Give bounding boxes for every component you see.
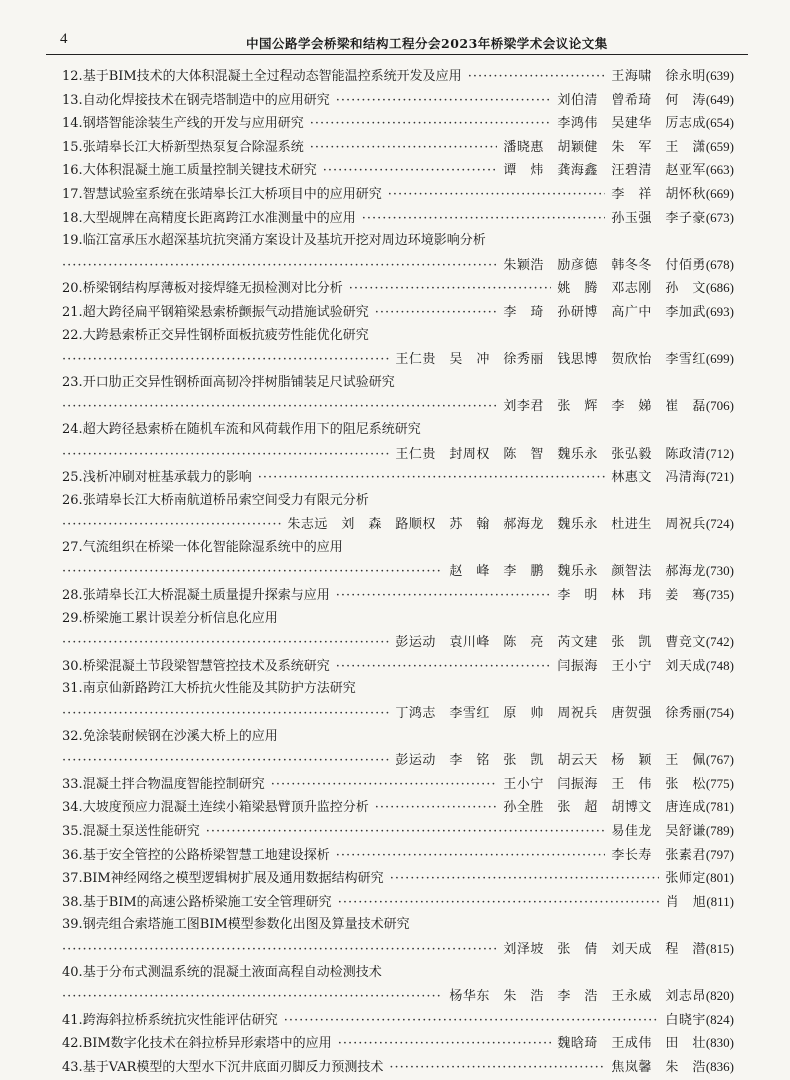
toc-entry[interactable]: [62, 795, 734, 819]
entry-authors: 李 明 林 玮 姜 骞: [557, 588, 706, 604]
toc-entry[interactable]: [62, 725, 734, 772]
entry-title: 浅析冲刷对桩基承载力的影响: [82, 470, 252, 486]
leader-dots: [62, 938, 497, 962]
toc-entry[interactable]: [62, 64, 734, 88]
toc-entry[interactable]: [62, 158, 734, 182]
leader-dots: [388, 183, 606, 207]
entry-title: 开口肋正交异性钢桥面高韧冷拌树脂铺装足尺试验研究: [82, 374, 395, 390]
leader-dots: [362, 207, 606, 231]
entry-page: (767): [705, 752, 734, 768]
entry-page: (775): [705, 775, 734, 791]
entry-authors: 赵 峰 李 鹏 魏乐永 颜智法 郝海龙: [449, 564, 706, 580]
leader-dots: [62, 560, 443, 584]
entry-page: (830): [705, 1035, 734, 1051]
entry-number: 43.: [62, 1059, 83, 1075]
entry-authors: 李鸿伟 吴建华 厉志成: [557, 116, 706, 132]
entry-page: (699): [705, 351, 734, 367]
entry-number: 29.: [62, 610, 83, 626]
toc-entry[interactable]: [62, 276, 734, 300]
toc-entry[interactable]: [62, 654, 734, 678]
entry-page: (730): [705, 563, 734, 579]
entry-authors: 杨华东 朱 浩 李 浩 王永威 刘志昂: [449, 989, 706, 1005]
entry-page: (754): [705, 705, 734, 721]
entry-title: 钢壳组合索塔施工图BIM模型参数化出图及算量技术研究: [82, 917, 410, 933]
entry-number: 25.: [62, 470, 83, 486]
toc-entry[interactable]: [62, 890, 734, 914]
toc-entry[interactable]: [62, 583, 734, 607]
entry-number: 36.: [62, 847, 83, 863]
entry-page: (781): [705, 799, 734, 815]
table-of-contents: [62, 64, 734, 1079]
entry-page: (712): [705, 445, 734, 461]
leader-dots: [206, 820, 606, 844]
entry-title: 混凝土拌合物温度智能控制研究: [82, 776, 265, 792]
entry-authors: 白晓宇: [665, 1012, 706, 1028]
leader-dots: [390, 867, 660, 891]
header-rule: [46, 54, 748, 55]
entry-authors: 李长寿 张素君: [611, 847, 706, 863]
entry-page: (669): [705, 185, 734, 201]
entry-authors: 魏晗琦 王成伟 田 壮: [557, 1036, 706, 1052]
entry-page: (811): [706, 893, 734, 909]
entry-page: (721): [705, 469, 734, 485]
entry-page: (678): [705, 256, 734, 272]
toc-entry[interactable]: [62, 371, 734, 418]
leader-dots: [62, 749, 389, 773]
entry-title: 桥梁施工累计误差分析信息化应用: [82, 610, 278, 626]
leader-dots: [336, 584, 552, 608]
entry-number: 33.: [62, 776, 83, 792]
entry-page: (663): [705, 162, 734, 178]
entry-title: 桥梁钢结构厚薄板对接焊缝无损检测对比分析: [82, 281, 343, 297]
entry-page: (801): [705, 870, 734, 886]
entry-number: 14.: [62, 116, 83, 132]
leader-dots: [323, 159, 498, 183]
leader-dots: [62, 631, 389, 655]
entry-page: (797): [705, 846, 734, 862]
toc-entry[interactable]: [62, 1031, 734, 1055]
entry-number: 39.: [62, 917, 83, 933]
entry-authors: 彭运动 李 铭 张 凯 胡云天 杨 颖 王 佩: [395, 753, 706, 769]
entry-authors: 朱志远 刘 森 路顺权 苏 翰 郝海龙 魏乐永 杜进生 周祝兵: [287, 517, 706, 533]
entry-number: 28.: [62, 588, 83, 604]
entry-page: (836): [705, 1058, 734, 1074]
entry-number: 18.: [62, 210, 83, 226]
leader-dots: [338, 1032, 552, 1056]
entry-authors: 易佳龙 吴舒谦: [611, 824, 706, 839]
leader-dots: [62, 254, 497, 278]
entry-authors: 林惠文 冯清海: [611, 470, 706, 486]
entry-authors: 彭运动 袁川峰 陈 亮 芮文建 张 凯 曹竞文: [395, 635, 706, 651]
entry-authors: 王海啸 徐永明: [611, 69, 706, 84]
entry-number: 38.: [62, 894, 83, 910]
entry-number: 15.: [62, 139, 83, 155]
entry-number: 16.: [62, 163, 83, 179]
leader-dots: [310, 112, 552, 136]
entry-title: 基于VAR模型的大型水下沉井底面刃脚反力预测技术: [82, 1059, 384, 1075]
entry-number: 23.: [62, 374, 83, 390]
entry-page: (742): [705, 634, 734, 650]
toc-entry[interactable]: [62, 135, 734, 159]
entry-number: 32.: [62, 728, 83, 744]
leader-dots: [62, 395, 497, 419]
entry-authors: 姚 腾 邓志刚 孙 文: [557, 281, 706, 297]
entry-page: (693): [705, 303, 734, 319]
entry-page: (649): [705, 91, 734, 107]
entry-authors: 刘李君 张 辉 李 娣 崔 磊: [503, 399, 706, 415]
running-title: 中国公路学会桥梁和结构工程分会2023年桥梁学术会议论文集: [246, 36, 608, 51]
entry-number: 35.: [62, 824, 83, 839]
entry-number: 17.: [62, 186, 83, 202]
entry-page: (706): [705, 398, 734, 414]
entry-title: BIM神经网络之模型逻辑树扩展及通用数据结构研究: [82, 871, 384, 887]
entry-authors: 刘泽坡 张 倩 刘天成 程 潜: [503, 941, 706, 957]
toc-entry[interactable]: [62, 843, 734, 867]
entry-page: (673): [705, 209, 734, 225]
entry-number: 24.: [62, 421, 83, 437]
entry-title: 桥梁混凝土节段梁智慧管控技术及系统研究: [82, 658, 330, 674]
entry-title: 临江富承压水超深基坑抗突涌方案设计及基坑开挖对周边环境影响分析: [82, 233, 486, 249]
entry-authors: 李 祥 胡怀秋: [611, 186, 706, 202]
entry-authors: 李 琦 孙研博 高广中 李加武: [503, 304, 706, 320]
entry-number: 37.: [62, 871, 83, 887]
entry-title: 自动化焊接技术在钢壳塔制造中的应用研究: [82, 92, 330, 108]
entry-number: 13.: [62, 92, 83, 108]
toc-entry[interactable]: [62, 913, 734, 960]
entry-number: 19.: [62, 233, 83, 249]
leader-dots: [375, 796, 498, 820]
leader-dots: [310, 136, 498, 160]
toc-entry[interactable]: [62, 300, 734, 324]
toc-entry[interactable]: [62, 607, 734, 654]
leader-dots: [62, 702, 389, 726]
entry-number: 40.: [62, 964, 83, 980]
entry-authors: 潘晓惠 胡颖健 朱 军 王 潇: [503, 139, 706, 155]
entry-authors: 焦岚馨 朱 浩: [611, 1059, 706, 1075]
entry-number: 34.: [62, 800, 83, 816]
leader-dots: [338, 891, 660, 915]
entry-authors: 孙全胜 张 超 胡博文 唐连成: [503, 800, 706, 816]
entry-number: 31.: [62, 681, 83, 697]
entry-authors: 闫振海 王小宁 刘天成: [557, 658, 706, 674]
leader-dots: [62, 985, 443, 1009]
toc-entry[interactable]: [62, 536, 734, 583]
entry-title: 大跨悬索桥正交异性钢桥面板抗疲劳性能优化研究: [82, 327, 369, 343]
entry-page: (639): [705, 68, 734, 83]
toc-entry[interactable]: [62, 677, 734, 724]
toc-entry[interactable]: [62, 489, 734, 536]
entry-title: 钢塔智能涂装生产线的开发与应用研究: [82, 116, 304, 132]
entry-number: 42.: [62, 1036, 83, 1052]
entry-title: BIM数字化技术在斜拉桥异形索塔中的应用: [82, 1036, 332, 1052]
toc-entry[interactable]: [62, 111, 734, 135]
leader-dots: [258, 466, 606, 490]
toc-entry[interactable]: [62, 465, 734, 489]
entry-authors: 丁鸿志 李雪红 原 帅 周祝兵 唐贺强 徐秀丽: [395, 706, 706, 722]
entry-authors: 王仁贵 封周权 陈 智 魏乐永 张弘毅 陈政清: [395, 446, 706, 462]
entry-page: (735): [705, 587, 734, 603]
leader-dots: [62, 348, 389, 372]
toc-entry[interactable]: [62, 1008, 734, 1032]
leader-dots: [336, 655, 552, 679]
leader-dots: [336, 89, 552, 113]
entry-title: 超大跨径扁平钢箱梁悬索桥颤振气动措施试验研究: [82, 304, 369, 320]
toc-entry[interactable]: [62, 206, 734, 230]
entry-authors: 王小宁 闫振海 王 伟 张 松: [503, 776, 706, 792]
leader-dots: [375, 301, 498, 325]
entry-page: (724): [705, 516, 734, 532]
leader-dots: [284, 1009, 660, 1033]
entry-title: 张靖皋长江大桥新型热泵复合除湿系统: [82, 139, 304, 155]
entry-number: 41.: [62, 1012, 83, 1028]
entry-number: 26.: [62, 492, 83, 508]
entry-title: 混凝土泵送性能研究: [82, 824, 200, 839]
entry-title: 大型觇牌在高精度长距离跨江水准测量中的应用: [82, 210, 356, 226]
entry-authors: 王仁贵 吴 冲 徐秀丽 钱思博 贺欣怡 李雪红: [395, 352, 706, 368]
entry-authors: 朱颖浩 励彦德 韩冬冬 付佰勇: [503, 257, 706, 273]
entry-number: 12.: [62, 69, 83, 84]
toc-entry[interactable]: [62, 1055, 734, 1079]
entry-title: 跨海斜拉桥系统抗灾性能评估研究: [82, 1012, 278, 1028]
toc-entry[interactable]: [62, 772, 734, 796]
entry-authors: 刘伯清 曾希琦 何 涛: [557, 92, 706, 108]
leader-dots: [468, 65, 606, 89]
entry-title: 超大跨径悬索桥在随机车流和风荷载作用下的阻尼系统研究: [82, 421, 421, 437]
toc-entry[interactable]: [62, 182, 734, 206]
toc-entry[interactable]: [62, 324, 734, 371]
toc-entry[interactable]: [62, 418, 734, 465]
leader-dots: [62, 443, 389, 467]
page-number: 4: [60, 31, 68, 47]
entry-title: 基于分布式测温系统的混凝土液面高程自动检测技术: [82, 964, 382, 980]
entry-page: (824): [705, 1011, 734, 1027]
entry-page: (659): [705, 138, 734, 154]
entry-title: 张靖皋长江大桥混凝土质量提升探索与应用: [82, 588, 330, 604]
entry-authors: 孙玉强 李子豪: [611, 210, 706, 226]
entry-authors: 张师定: [665, 871, 706, 887]
leader-dots: [349, 277, 552, 301]
leader-dots: [336, 844, 606, 868]
toc-entry[interactable]: [62, 866, 734, 890]
entry-title: 张靖皋长江大桥南航道桥吊索空间受力有限元分析: [82, 492, 369, 508]
entry-authors: 谭 炜 龚海鑫 汪碧清 赵亚军: [503, 163, 706, 179]
entry-title: 气流组织在桥梁一体化智能除湿系统中的应用: [82, 539, 343, 555]
toc-entry[interactable]: [62, 961, 734, 1008]
entry-title: 基于安全管控的公路桥梁智慧工地建设探析: [82, 847, 330, 863]
entry-title: 免涂装耐候钢在沙溪大桥上的应用: [82, 728, 278, 744]
entry-title: 南京仙新路跨江大桥抗火性能及其防护方法研究: [82, 681, 356, 697]
entry-page: (748): [705, 657, 734, 673]
entry-title: 基于BIM技术的大体积混凝土全过程动态智能温控系统开发及应用: [82, 69, 462, 84]
page-header: [46, 28, 748, 54]
entry-page: (815): [705, 940, 734, 956]
entry-title: 智慧试验室系统在张靖皋长江大桥项目中的应用研究: [82, 186, 382, 202]
entry-title: 大坡度预应力混凝土连续小箱梁悬臂顶升监控分析: [82, 800, 369, 816]
entry-page: (654): [705, 115, 734, 131]
leader-dots: [62, 513, 281, 537]
entry-page: (789): [705, 823, 734, 838]
entry-page: (820): [705, 988, 734, 1004]
entry-title: 基于BIM的高速公路桥梁施工安全管理研究: [82, 894, 332, 910]
toc-entry[interactable]: [62, 229, 734, 276]
leader-dots: [271, 773, 498, 797]
toc-entry[interactable]: [62, 88, 734, 112]
entry-title: 大体积混凝土施工质量控制关键技术研究: [82, 163, 317, 179]
entry-number: 20.: [62, 281, 83, 297]
entry-page: (686): [705, 280, 734, 296]
entry-number: 27.: [62, 539, 83, 555]
entry-number: 30.: [62, 658, 83, 674]
entry-authors: 肖 旭: [665, 894, 707, 910]
toc-entry[interactable]: [62, 819, 734, 843]
entry-number: 21.: [62, 304, 83, 320]
entry-number: 22.: [62, 327, 83, 343]
